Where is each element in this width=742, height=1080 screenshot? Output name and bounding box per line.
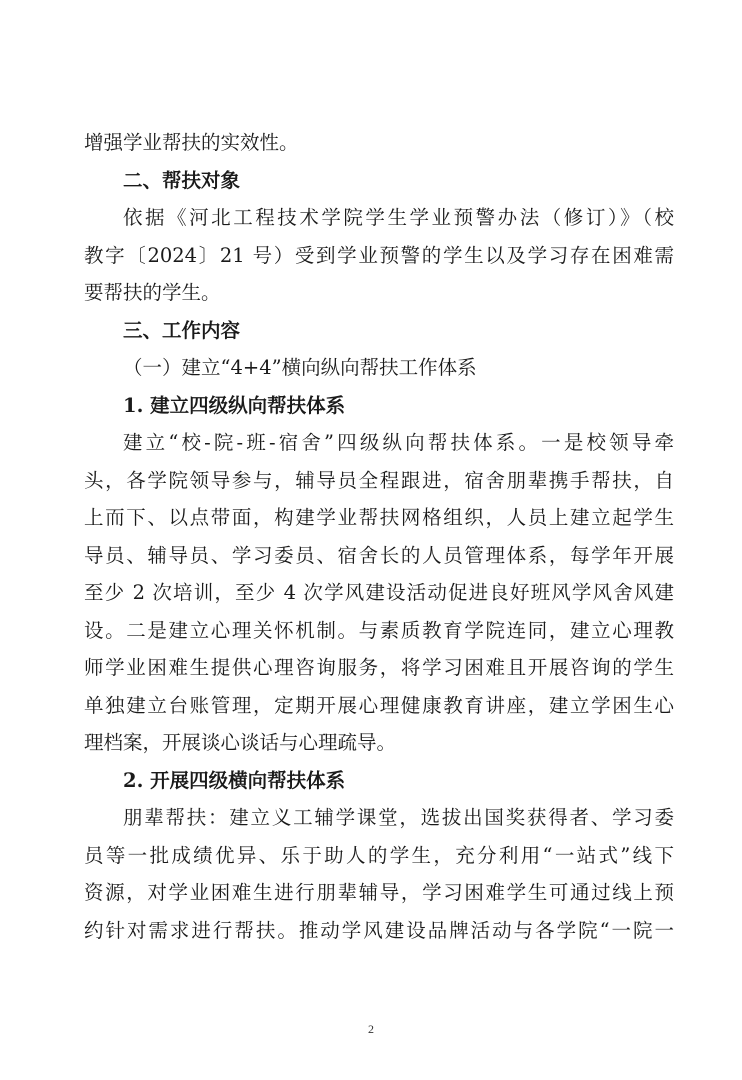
document-page (84, 124, 674, 949)
paragraph-line: 增强学业帮扶的实效性。 (84, 131, 299, 154)
section-heading: 二、帮扶对象 (123, 168, 241, 192)
paragraph-line: 资源，对学业困难生进行朋辈辅导，学习困难学生可通过线上预 (84, 881, 674, 904)
section-heading: 三、工作内容 (123, 318, 241, 342)
paragraph-line: 头，各学院领导参与，辅导员全程跟进，宿舍朋辈携手帮扶，自 (84, 468, 674, 492)
paragraph-line: 上而下、以点带面，构建学业帮扶网格组织，人员上建立起学生 (84, 506, 674, 529)
paragraph-line: 朋辈帮扶：建立义工辅学课堂，选拔出国奖获得者、学习委 (123, 806, 674, 829)
paragraph-line: 单独建立台账管理，定期开展心理健康教育讲座，建立学困生心 (84, 693, 674, 717)
paragraph-line: 教字〔2024〕21 号）受到学业预警的学生以及学习存在困难需 (84, 243, 674, 267)
paragraph-line: 至少 2 次培训，至少 4 次学风建设活动促进良好班风学风舍风建 (84, 581, 674, 604)
paragraph-line: 师学业困难生提供心理咨询服务，将学习困难且开展咨询的学生 (84, 656, 674, 679)
paragraph-line: 理档案，开展谈心谈话与心理疏导。 (84, 731, 397, 754)
paragraph-line: 员等一批成绩优异、乐于助人的学生，充分利用“一站式”线下 (84, 843, 674, 867)
paragraph-line: 设。二是建立心理关怀机制。与素质教育学院连同，建立心理教 (84, 618, 674, 642)
paragraph-line: 要帮扶的学生。 (84, 281, 221, 304)
paragraph-line: 依据《河北工程技术学院学生学业预警办法（修订）》（校 (123, 206, 674, 229)
paragraph-line: 建立“校-院-班-宿舍”四级纵向帮扶体系。一是校领导牵 (123, 431, 674, 454)
paragraph-line: 导员、辅导员、学习委员、宿舍长的人员管理体系，每学年开展 (84, 543, 674, 567)
subsection-heading: （一）建立“4+4”横向纵向帮扶工作体系 (123, 356, 477, 379)
subsubsection-heading: 2. 开展四级横向帮扶体系 (123, 768, 346, 792)
subsubsection-heading: 1. 建立四级纵向帮扶体系 (123, 393, 346, 417)
page-number: 2 (368, 1022, 374, 1036)
paragraph-line: 约针对需求进行帮扶。推动学风建设品牌活动与各学院“一院一 (84, 918, 674, 942)
